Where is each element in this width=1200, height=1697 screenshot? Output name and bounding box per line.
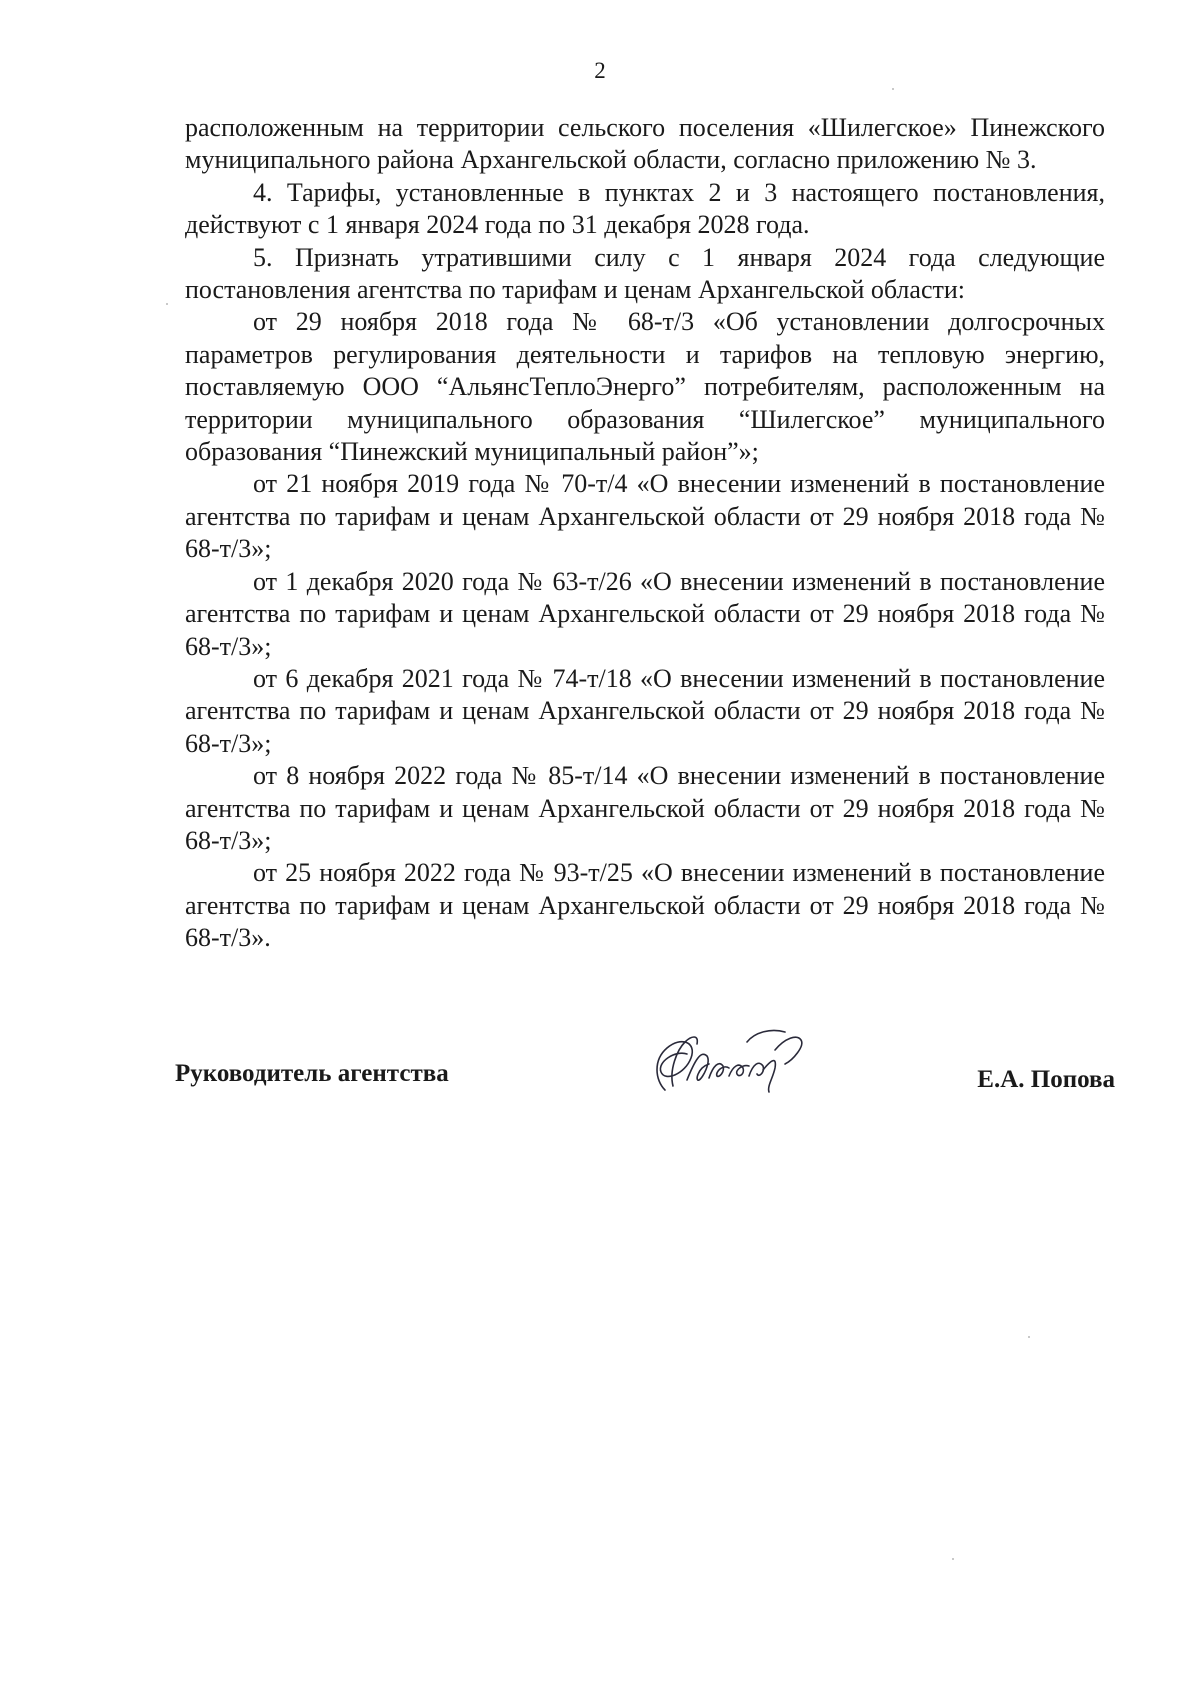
scan-speck (1028, 1336, 1030, 1338)
page-number: 2 (594, 58, 606, 83)
scan-speck (952, 1558, 954, 1560)
document-body (185, 112, 1105, 955)
signatory-name: Е.А. Попова (977, 1066, 1115, 1093)
paragraph-item-5: 5. Признать утратившими силу с 1 января 2024 года следующие постановления агентства по тарифам и ценам Архангельской области: (185, 242, 1105, 305)
paragraph-1: расположенным на территории сельского поселения «Шилегское» Пинежского муниципального района Архангельской области, согласно приложению № 3. (185, 113, 1105, 175)
repealed-act-2018: от 29 ноября 2018 года № 68-т/3 «Об установлении долгосрочных параметров регулирования деятельности и тарифов на тепловую энергию, поставляемую ООО “АльянсТеплоЭнерго” потребителям, расположенным на территории муниципального образования “Шилегское” муниципального образования “Пинежский муниципальный район”»; (185, 307, 1105, 467)
repealed-act-2022-nov-25: от 25 ноября 2022 года № 93-т/25 «О внесении изменений в постановление агентства по тарифам и ценам Архангельской области от 29 ноября 2018 года № 68-т/3». (185, 858, 1105, 953)
signature-block (175, 1030, 1115, 1140)
handwritten-signature-icon (625, 1020, 825, 1100)
scan-speck (892, 88, 894, 90)
paragraph-item-4: 4. Тарифы, установленные в пунктах 2 и 3 настоящего постановления, действуют с 1 января 2024 года по 31 декабря 2028 года. (185, 177, 1105, 240)
scan-speck (166, 303, 168, 305)
signatory-role: Руководитель агентства (175, 1060, 449, 1087)
repealed-act-2022-nov-8: от 8 ноября 2022 года № 85-т/14 «О внесении изменений в постановление агентства по тарифам и ценам Архангельской области от 29 ноября 2018 года № 68-т/3»; (185, 761, 1105, 855)
repealed-act-2020: от 1 декабря 2020 года № 63-т/26 «О внесении изменений в постановление агентства по тарифам и ценам Архангельской области от 29 ноября 2018 года № 68-т/3»; (185, 566, 1105, 661)
repealed-act-2021: от 6 декабря 2021 года № 74-т/18 «О внесении изменений в постановление агентства по тарифам и ценам Архангельской области от 29 ноября 2018 года № 68-т/3»; (185, 663, 1105, 758)
repealed-act-2019: от 21 ноября 2019 года № 70-т/4 «О внесении изменений в постановление агентства по тарифам и ценам Архангельской области от 29 ноября 2018 года № 68-т/3»; (185, 469, 1105, 564)
